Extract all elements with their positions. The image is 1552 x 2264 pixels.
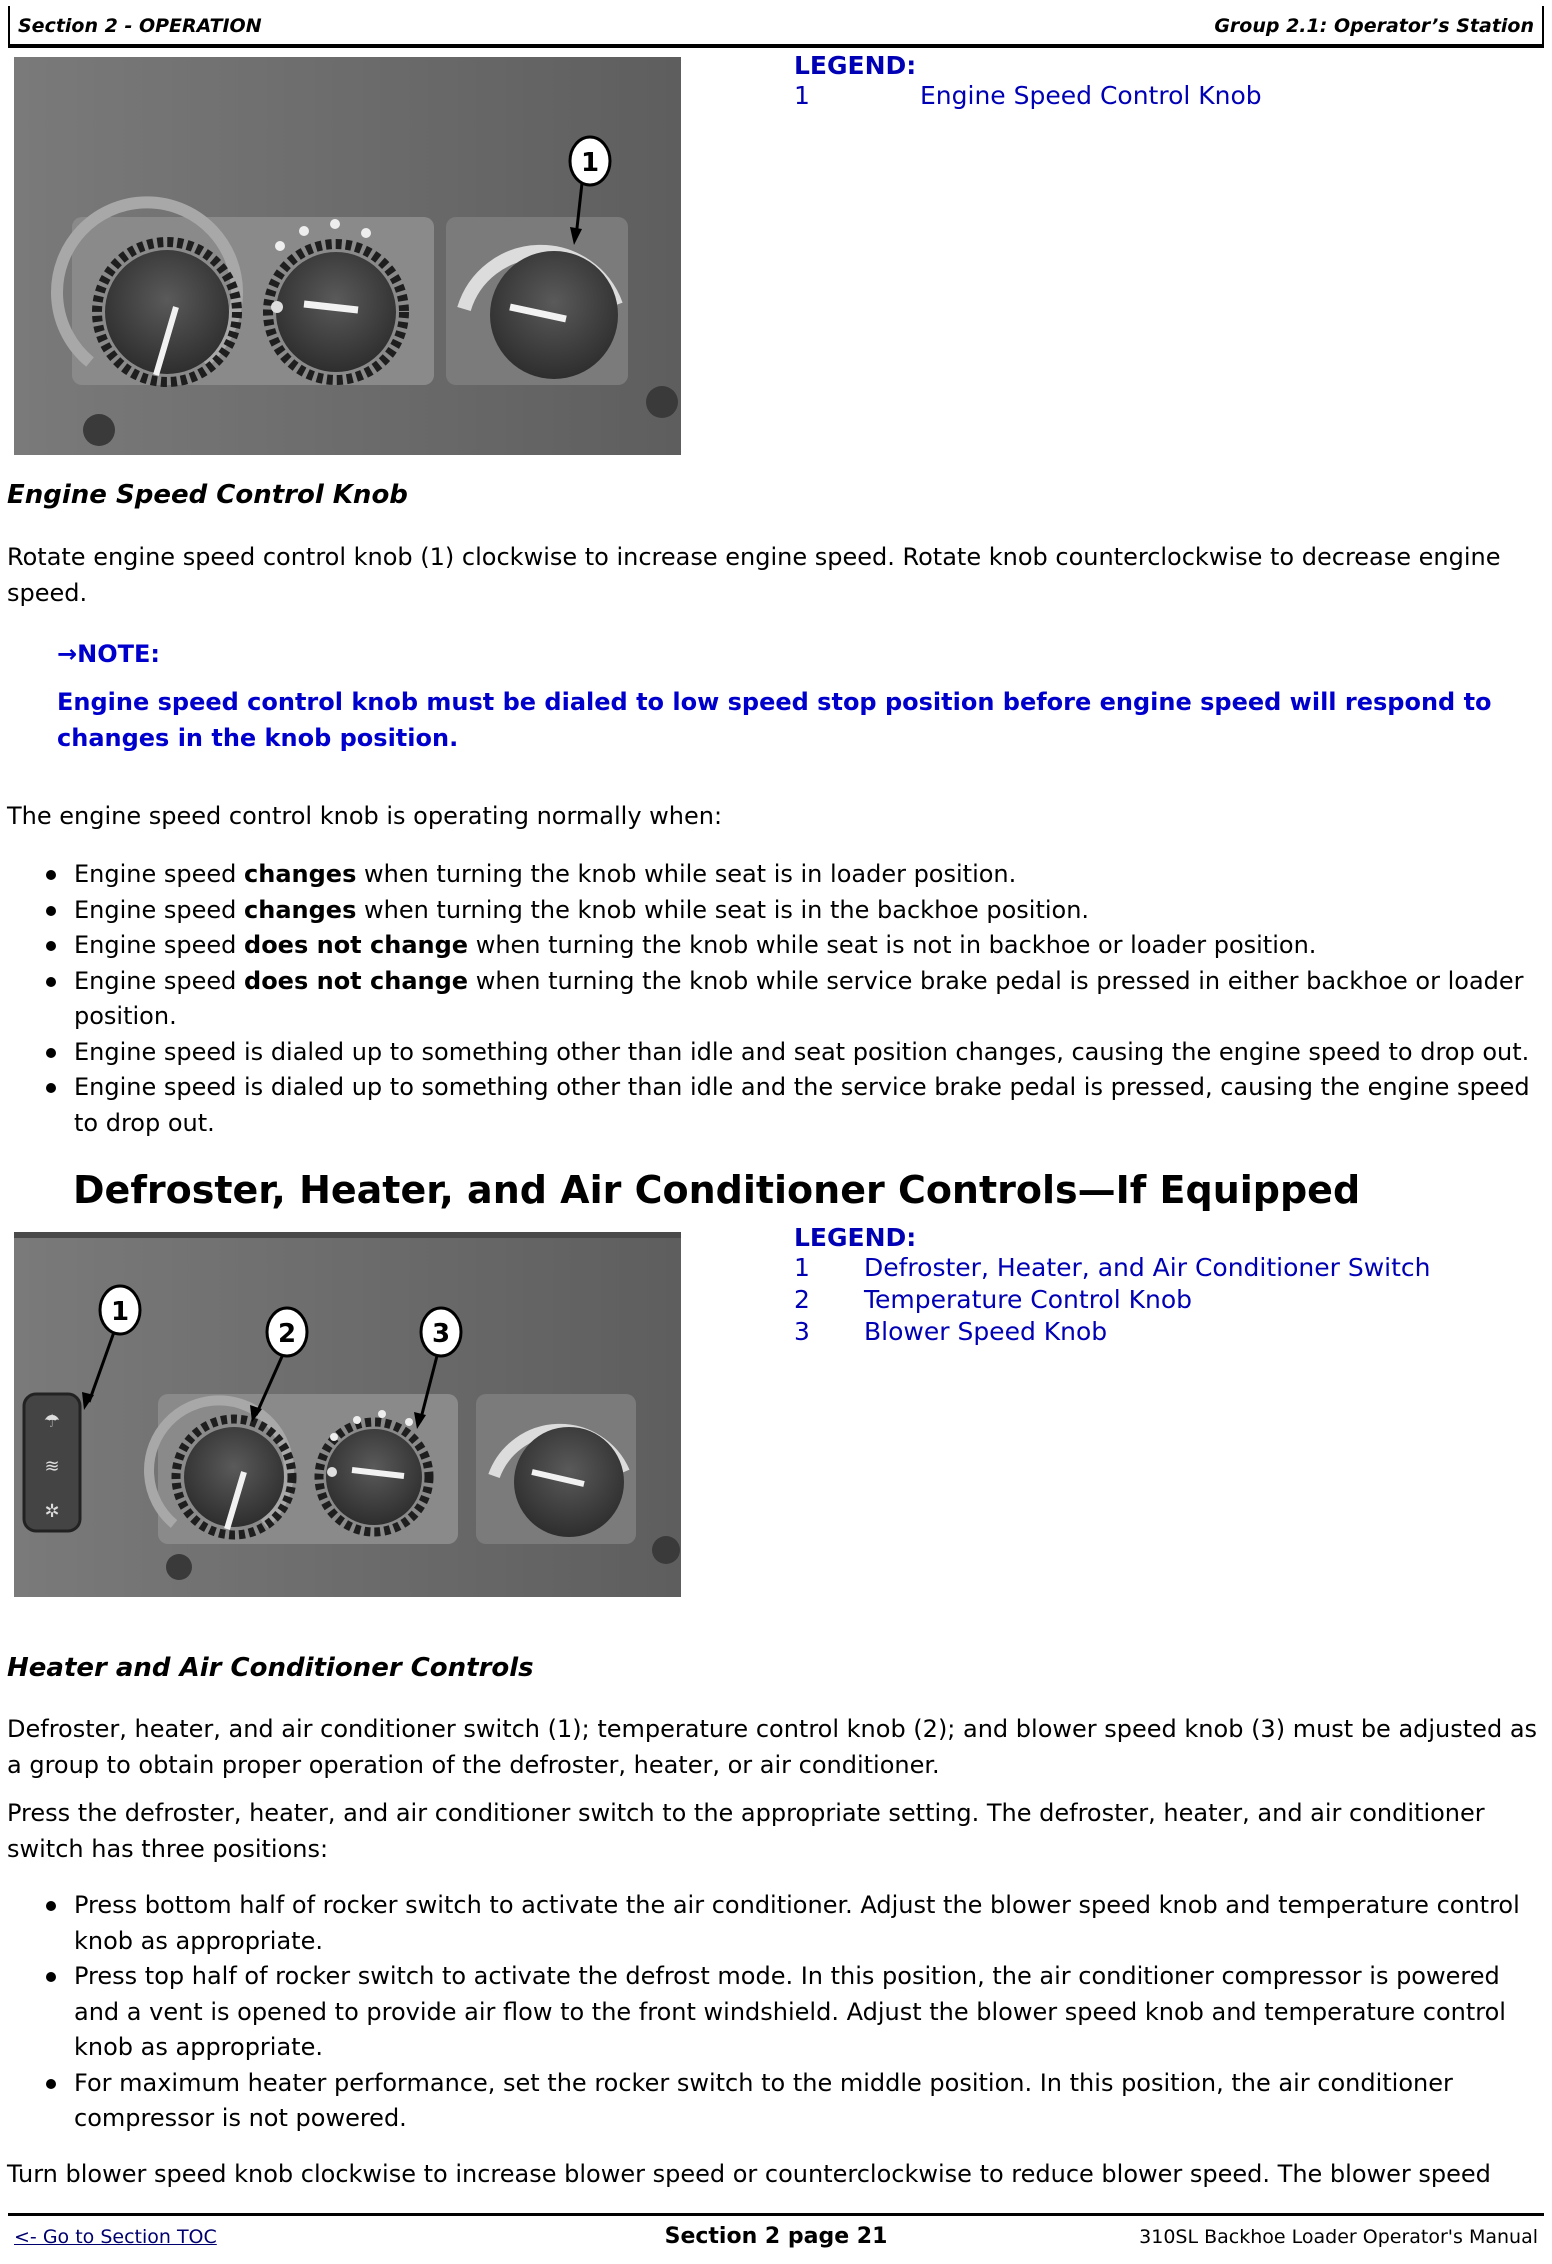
bullet-icon [46,1972,56,1982]
engine-speed-paragraph: Rotate engine speed control knob (1) clockwise to increase engine speed. Rotate knob counterclockwise to decrease engine speed. [7,543,1501,607]
footer-divider [8,2213,1544,2216]
svg-text:≋: ≋ [44,1456,60,1477]
bullet-icon [46,1901,56,1911]
legend-label: Defroster, Heater, and Air Conditioner Switch [864,1253,1431,1282]
legend-label: Blower Speed Knob [864,1317,1108,1346]
bullet-icon [46,941,56,951]
hvac-section-title: Defroster, Heater, and Air Conditioner Controls—If Equipped [73,1168,1361,1212]
figure1-legend [794,50,1262,112]
list-item: For maximum heater performance, set the rocker switch to the middle position. In this position, the air conditioner compressor is not powered. [46,2066,1546,2137]
legend-row [794,1284,1431,1316]
legend-number: 1 [794,81,810,110]
legend-title: LEGEND: [794,51,917,80]
bullet-icon [46,906,56,916]
list-item: Press top half of rocker switch to activate the defrost mode. In this position, the air conditioner compressor is powered and a vent is opened to provide air flow to the front windshield. Adjust the blower speed knob and temperature control knob as appropriate. [46,1959,1546,2066]
bullet-icon [46,977,56,987]
engine-speed-conditions-list [46,857,1546,1141]
list-item: Engine speed changes when turning the knob while seat is in loader position. [46,857,1546,893]
callout-1: 1 [110,1297,130,1327]
section-toc-link[interactable]: <- Go to Section TOC [14,2226,217,2248]
engine-speed-heading: Engine Speed Control Knob [7,480,408,510]
operating-normally-intro: The engine speed control knob is operating normally when: [7,802,723,830]
legend-label: Temperature Control Knob [864,1285,1193,1314]
section-label: Section 2 - OPERATION [18,15,262,37]
list-item: Engine speed is dialed up to something other than idle and the service brake pedal is pressed, causing the engine speed to drop out. [46,1070,1546,1141]
callout-2: 2 [277,1319,297,1349]
list-item: Press bottom half of rocker switch to activate the air conditioner. Adjust the blower speed knob and temperature control knob as appropriate. [46,1888,1546,1959]
note-label: →NOTE: [57,640,160,668]
note-text: Engine speed control knob must be dialed to low speed stop position before engine speed will respond to changes in the knob position. [57,688,1492,752]
callout-1: 1 [580,148,600,178]
legend-label: Engine Speed Control Knob [920,81,1262,110]
legend-row [794,80,1262,112]
hvac-controls-photo [14,1232,681,1597]
list-item: Engine speed does not change when turning the knob while service brake pedal is pressed in either backhoe or loader position. [46,964,1546,1035]
hvac-heading: Heater and Air Conditioner Controls [7,1653,534,1683]
hvac-legend [794,1222,1431,1348]
blower-speed-paragraph: Turn blower speed knob clockwise to increase blower speed or counterclockwise to reduce blower speed. The blower speed [7,2160,1491,2188]
legend-number: 1 [794,1253,810,1282]
rocker-positions-list [46,1888,1546,2137]
legend-row [794,1316,1431,1348]
hvac-paragraph-1: Defroster, heater, and air conditioner switch (1); temperature control knob (2); and blower speed knob (3) must be adjusted as a group to obtain proper operation of the defroster, heater, or air conditioner. [7,1715,1538,1779]
list-item: Engine speed is dialed up to something other than idle and seat position changes, causing the engine speed to drop out. [46,1035,1546,1071]
callout-3: 3 [431,1319,451,1349]
list-item: Engine speed does not change when turning the knob while seat is not in backhoe or loader position. [46,928,1546,964]
engine-speed-knob-photo [14,57,681,455]
hvac-paragraph-2: Press the defroster, heater, and air conditioner switch to the appropriate setting. The defroster, heater, and air conditioner switch has three positions: [7,1799,1485,1863]
legend-number: 3 [794,1317,810,1346]
svg-text:✲: ✲ [44,1501,60,1522]
bullet-icon [46,870,56,880]
svg-text:☂: ☂ [43,1411,61,1432]
group-label: Group 2.1: Operator’s Station [1214,15,1534,37]
page-header [8,6,1544,48]
bullet-icon [46,1083,56,1093]
manual-title: 310SL Backhoe Loader Operator's Manual [1139,2226,1538,2248]
legend-title: LEGEND: [794,1223,917,1252]
legend-row [794,1252,1431,1284]
list-item: Engine speed changes when turning the knob while seat is in the backhoe position. [46,893,1546,929]
bullet-icon [46,2079,56,2089]
page-number: Section 2 page 21 [664,2224,888,2249]
bullet-icon [46,1048,56,1058]
legend-number: 2 [794,1285,810,1314]
